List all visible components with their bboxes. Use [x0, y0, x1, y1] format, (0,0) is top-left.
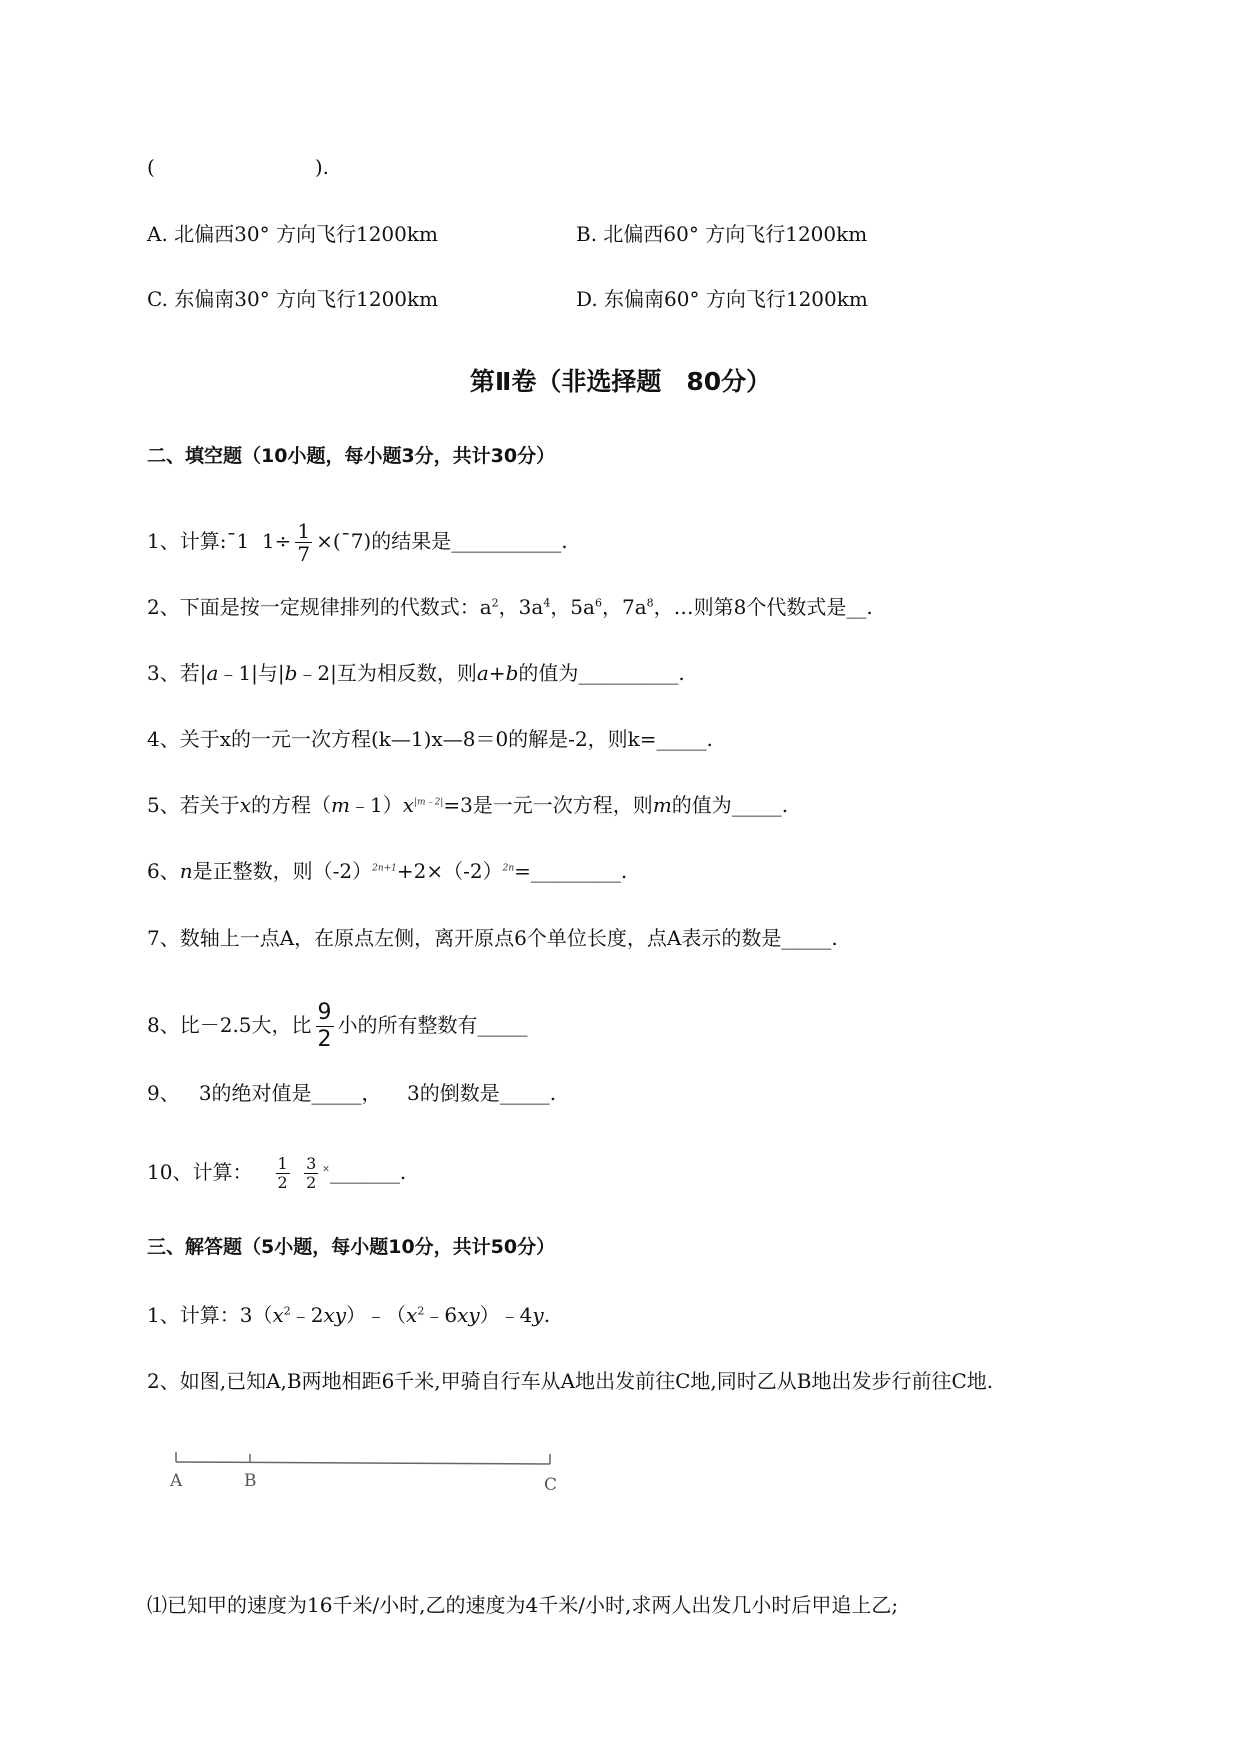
var-n: n	[179, 859, 193, 883]
fraction-numerator: 1	[297, 519, 311, 543]
exponent: 2n+1	[372, 863, 397, 874]
paren-open: (	[147, 155, 155, 179]
var-xy: xy	[323, 1303, 347, 1327]
exponent: 6	[594, 596, 602, 610]
q-text: ﹣2	[290, 1303, 324, 1327]
exponent: 2	[491, 596, 499, 610]
fill-section-heading: 二、填空题（10小题，每小题3分，共计30分）	[147, 445, 556, 467]
exponent: |m﹣2|	[414, 797, 444, 808]
fraction-denominator: 2	[277, 1173, 288, 1192]
answer-q2: 2、如图,已知A,B两地相距6千米,甲骑自行车从A地出发前往C地,同时乙从B地出发步行前往C地.	[147, 1369, 994, 1393]
q-glyph: ˉ1	[226, 529, 250, 553]
option-letter: C.	[147, 287, 168, 311]
q-text: 10、计算：	[147, 1160, 253, 1184]
q-text: 3的倒数是_____.	[406, 1081, 557, 1105]
fill-q1	[147, 520, 568, 565]
q-text: ×	[316, 529, 333, 553]
q-text: 2、下面是按一定规律排列的代数式：a	[147, 595, 492, 619]
q-text: 3、若|	[147, 661, 207, 685]
q-text: ，3a	[498, 595, 544, 619]
fill-q4: 4、关于x的一元一次方程(k—1)x—8＝0的解是-2，则k=_____.	[147, 727, 713, 751]
option-text: 东偏南60° 方向飞行1200km	[604, 287, 868, 311]
q-text: 1÷	[261, 529, 292, 553]
paren-close: ).	[314, 155, 329, 179]
q-text: 的值为__________.	[518, 661, 685, 685]
part2-title: 第Ⅱ卷（非选择题 80分）	[469, 367, 772, 396]
q-text: _______.	[329, 1160, 407, 1184]
option-b[interactable]	[576, 220, 867, 248]
fill-q3	[147, 659, 685, 687]
q-text: 的结果是___________.	[371, 529, 568, 553]
fill-q8	[147, 1000, 528, 1053]
fraction	[295, 520, 312, 565]
q-text: ﹣1|与|	[218, 661, 285, 685]
option-d[interactable]	[576, 285, 868, 313]
expr-a-plus-b: a+b	[476, 661, 519, 685]
fraction	[304, 1155, 318, 1192]
q-text: 小的所有整数有_____	[337, 1013, 528, 1037]
q-text: =_________.	[514, 859, 628, 883]
exponent: 2	[283, 1304, 291, 1318]
fraction-numerator: 3	[306, 1154, 317, 1173]
q-text: ）﹣4	[479, 1303, 533, 1327]
option-text: 东偏南30° 方向飞行1200km	[174, 287, 439, 311]
exponent: 4	[543, 596, 551, 610]
var-x: x	[406, 1303, 418, 1327]
var-m: m	[652, 793, 672, 817]
q-text: ，7a	[601, 595, 647, 619]
option-letter: B.	[576, 222, 598, 246]
q-text: 3的绝对值是_____，	[198, 1081, 382, 1105]
option-a[interactable]	[147, 220, 438, 248]
q-prefix: 1、计算:	[147, 529, 227, 553]
fill-q2	[147, 593, 873, 621]
q-glyph: (ˉ7)	[332, 529, 372, 553]
option-text: 北偏西60° 方向飞行1200km	[603, 222, 868, 246]
distance-diagram	[170, 1450, 570, 1510]
q-text: 8、比－2.5大，比	[147, 1013, 312, 1037]
q-text: ﹣6	[424, 1303, 458, 1327]
var-x: x	[239, 793, 252, 817]
label-c: C	[544, 1475, 558, 1495]
exponent: 2n	[502, 863, 515, 874]
fill-q10	[147, 1155, 406, 1192]
exponent: 8	[646, 596, 654, 610]
var-y: y	[532, 1303, 544, 1327]
q-text: 9、	[147, 1081, 180, 1105]
label-a: A	[170, 1471, 183, 1491]
q-text: 的方程（	[251, 793, 332, 817]
q-text: 的值为_____.	[671, 793, 789, 817]
var-a: a	[206, 661, 219, 685]
option-c[interactable]	[147, 285, 438, 313]
label-b: B	[244, 1471, 257, 1491]
q-text: ，5a	[550, 595, 595, 619]
var-x: x	[272, 1303, 284, 1327]
fraction-denominator: 2	[306, 1173, 317, 1192]
option-letter: A.	[147, 222, 168, 246]
exponent: 2	[417, 1304, 425, 1318]
option-text: 北偏西30° 方向飞行1200km	[174, 222, 438, 246]
fraction	[316, 1000, 334, 1053]
diagram-line	[176, 1462, 550, 1464]
fraction-numerator: 9	[317, 1000, 332, 1025]
answer-parentheses	[147, 153, 329, 181]
q-text: .	[543, 1303, 551, 1327]
q-text: ）﹣（	[346, 1303, 407, 1327]
q-text: 是正整数，则（-2）	[192, 859, 373, 883]
fraction	[276, 1155, 290, 1192]
var-x: x	[402, 793, 414, 817]
q-text: ，…则第8个代数式是__.	[653, 595, 873, 619]
fill-q9	[147, 1079, 556, 1107]
fraction-numerator: 1	[277, 1154, 288, 1173]
q-text: ﹣1）	[349, 793, 403, 817]
q-text: =3是一元一次方程，则	[443, 793, 653, 817]
fill-q5	[147, 791, 788, 819]
fill-q7: 7、数轴上一点A，在原点左侧，离开原点6个单位长度，点A表示的数是_____.	[147, 926, 838, 950]
answer-q1	[147, 1301, 550, 1329]
var-m: m	[331, 793, 350, 817]
fill-q6	[147, 857, 627, 885]
q-text: 1、计算：3（	[147, 1303, 273, 1327]
q-text: +2×（-2）	[396, 859, 503, 883]
answer-section-heading: 三、解答题（5小题，每小题10分，共计50分）	[147, 1236, 556, 1258]
option-letter: D.	[576, 287, 598, 311]
var-b: b	[284, 661, 298, 685]
var-xy: xy	[457, 1303, 480, 1327]
q-text: 5、若关于	[147, 793, 240, 817]
q-text: 6、	[147, 859, 180, 883]
q-text: ﹣2|互为相反数，则	[297, 661, 477, 685]
answer-q2-part1: ⑴已知甲的速度为16千米/小时,乙的速度为4千米/小时,求两人出发几小时后甲追上乙;	[147, 1593, 899, 1617]
exponent: ×	[322, 1164, 330, 1175]
fraction-denominator: 7	[297, 542, 311, 566]
fraction-denominator: 2	[317, 1027, 332, 1052]
